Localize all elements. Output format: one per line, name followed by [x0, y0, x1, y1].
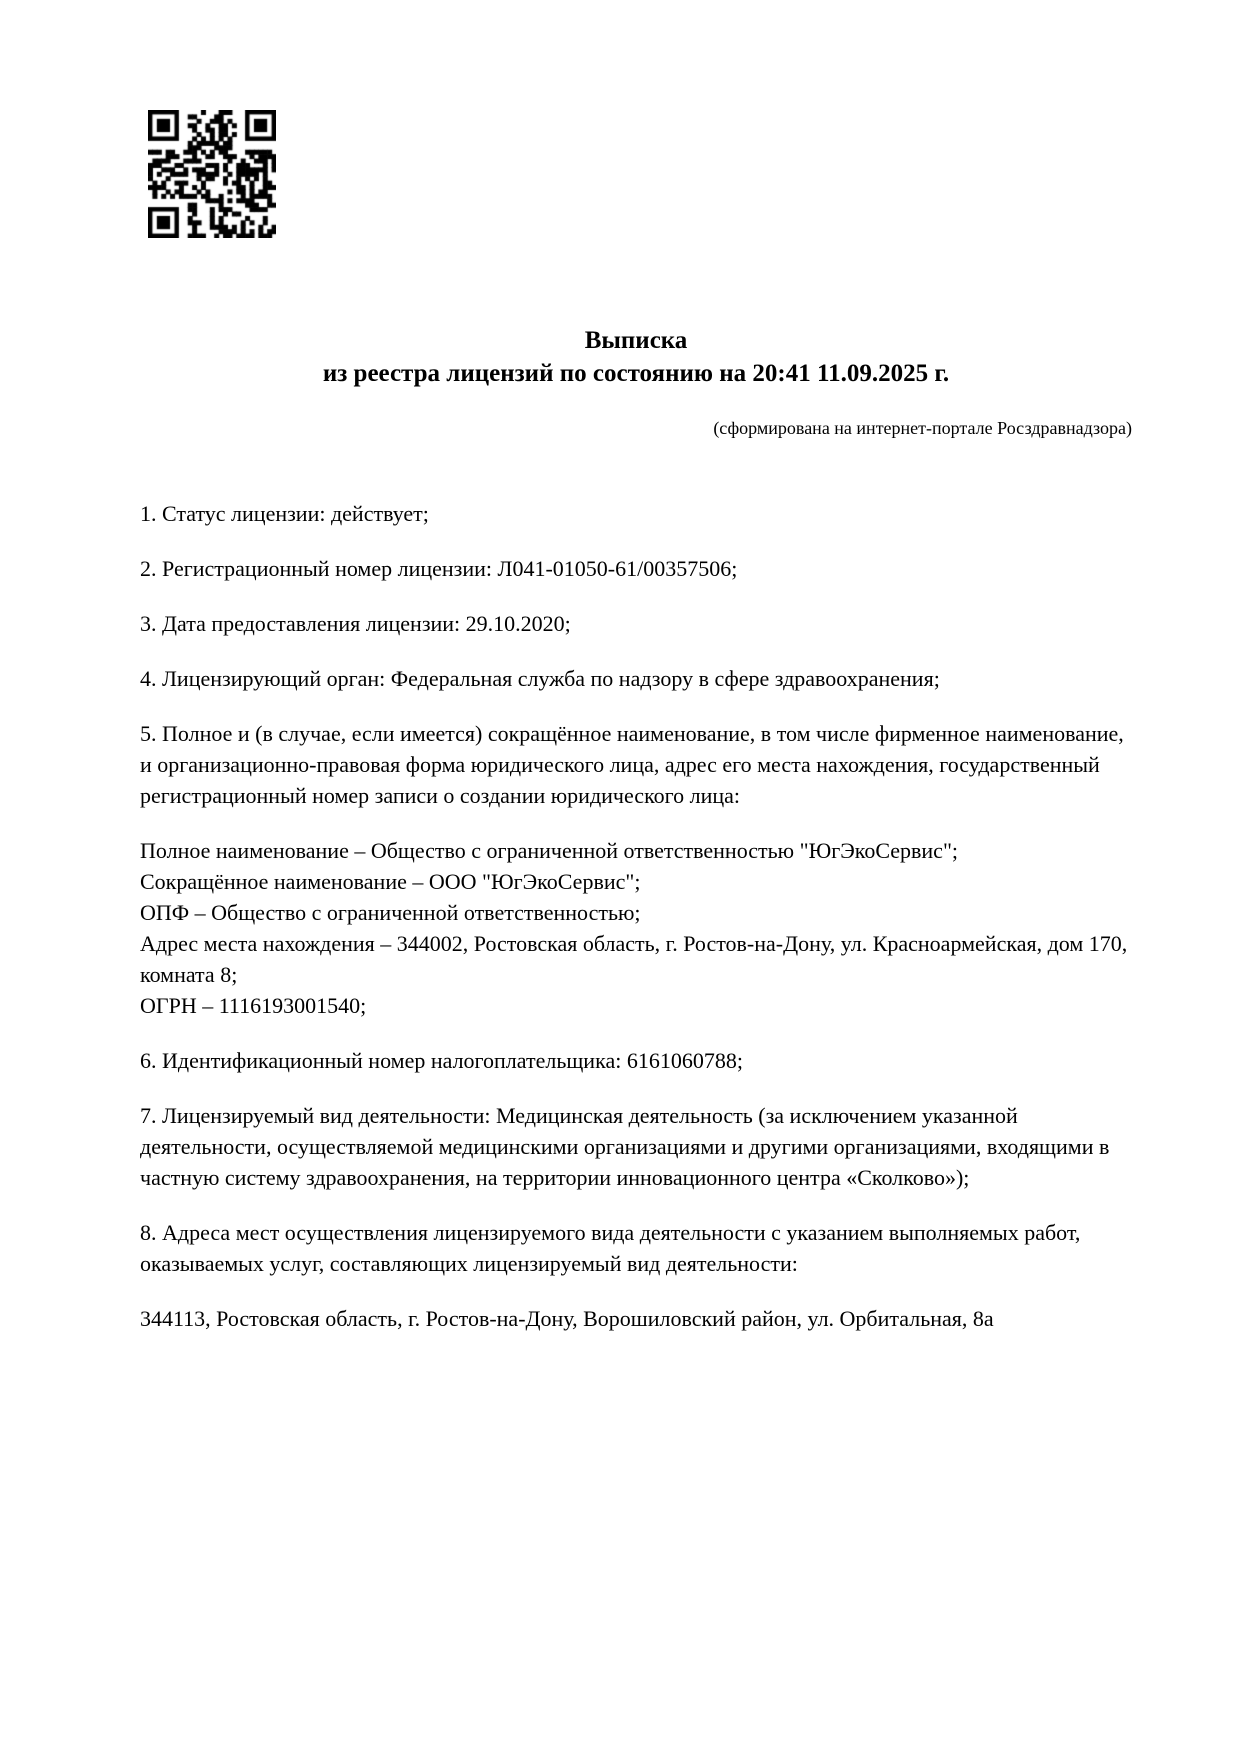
title-line-1: Выписка — [584, 327, 688, 354]
item-6-taxpayer-number: 6. Идентификационный номер налогоплательщика: 6161060788; — [140, 1048, 743, 1073]
detail-legal-form: ОПФ – Общество с ограниченной ответственностью; — [140, 900, 641, 925]
detail-short-name: Сокращённое наименование – ООО "ЮгЭкоСервис"; — [140, 869, 641, 894]
document-body — [140, 498, 1132, 1334]
detail-ogrn: ОГРН – 1116193001540; — [140, 993, 367, 1018]
subtitle-source-note: (сформирована на интернет-портале Росздравнадзора) — [713, 418, 1132, 438]
item-4-licensing-authority: 4. Лицензирующий орган: Федеральная служба по надзору в сфере здравоохранения; — [140, 666, 940, 691]
item-8-activity-addresses-heading: 8. Адреса мест осуществления лицензируемого вида деятельности с указанием выполняемых работ, оказываемых услуг, составляющих лицензируемый вид деятельности: — [140, 1220, 1081, 1276]
activity-address-1: 344113, Ростовская область, г. Ростов-на-Дону, Ворошиловский район, ул. Орбитальная, 8а — [140, 1306, 994, 1331]
item-2-registration-number: 2. Регистрационный номер лицензии: Л041-01050-61/00357506; — [140, 556, 738, 581]
item-3-grant-date: 3. Дата предоставления лицензии: 29.10.2020; — [140, 611, 571, 636]
document-title — [140, 324, 1132, 390]
title-line-2: из реестра лицензий по состоянию на 20:41 11.09.2025 г. — [322, 360, 950, 387]
item-5-legal-entity-info: 5. Полное и (в случае, если имеется) сокращённое наименование, в том числе фирменное наименование, и организационно-правовая форма юридического лица, адрес его места нахождения, государственный регистрационный номер записи о создании юридического лица: — [140, 721, 1124, 808]
qr-code-icon — [148, 110, 276, 238]
detail-legal-address: Адрес места нахождения – 344002, Ростовская область, г. Ростов-на-Дону, ул. Красноармейская, дом 170, комната 8; — [140, 931, 1128, 987]
detail-full-name: Полное наименование – Общество с ограниченной ответственностью "ЮгЭкоСервис"; — [140, 838, 959, 863]
item-1-license-status: 1. Статус лицензии: действует; — [140, 501, 429, 526]
item-7-licensed-activity: 7. Лицензируемый вид деятельности: Медицинская деятельность (за исключением указанной деятельности, осуществляемой медицинскими организациями и другими организациями, входящими в частную систему здравоохранения, на территории инновационного центра «Сколково»); — [140, 1103, 1110, 1190]
item-5-details — [140, 835, 1132, 1021]
license-extract-document — [0, 110, 1240, 1760]
